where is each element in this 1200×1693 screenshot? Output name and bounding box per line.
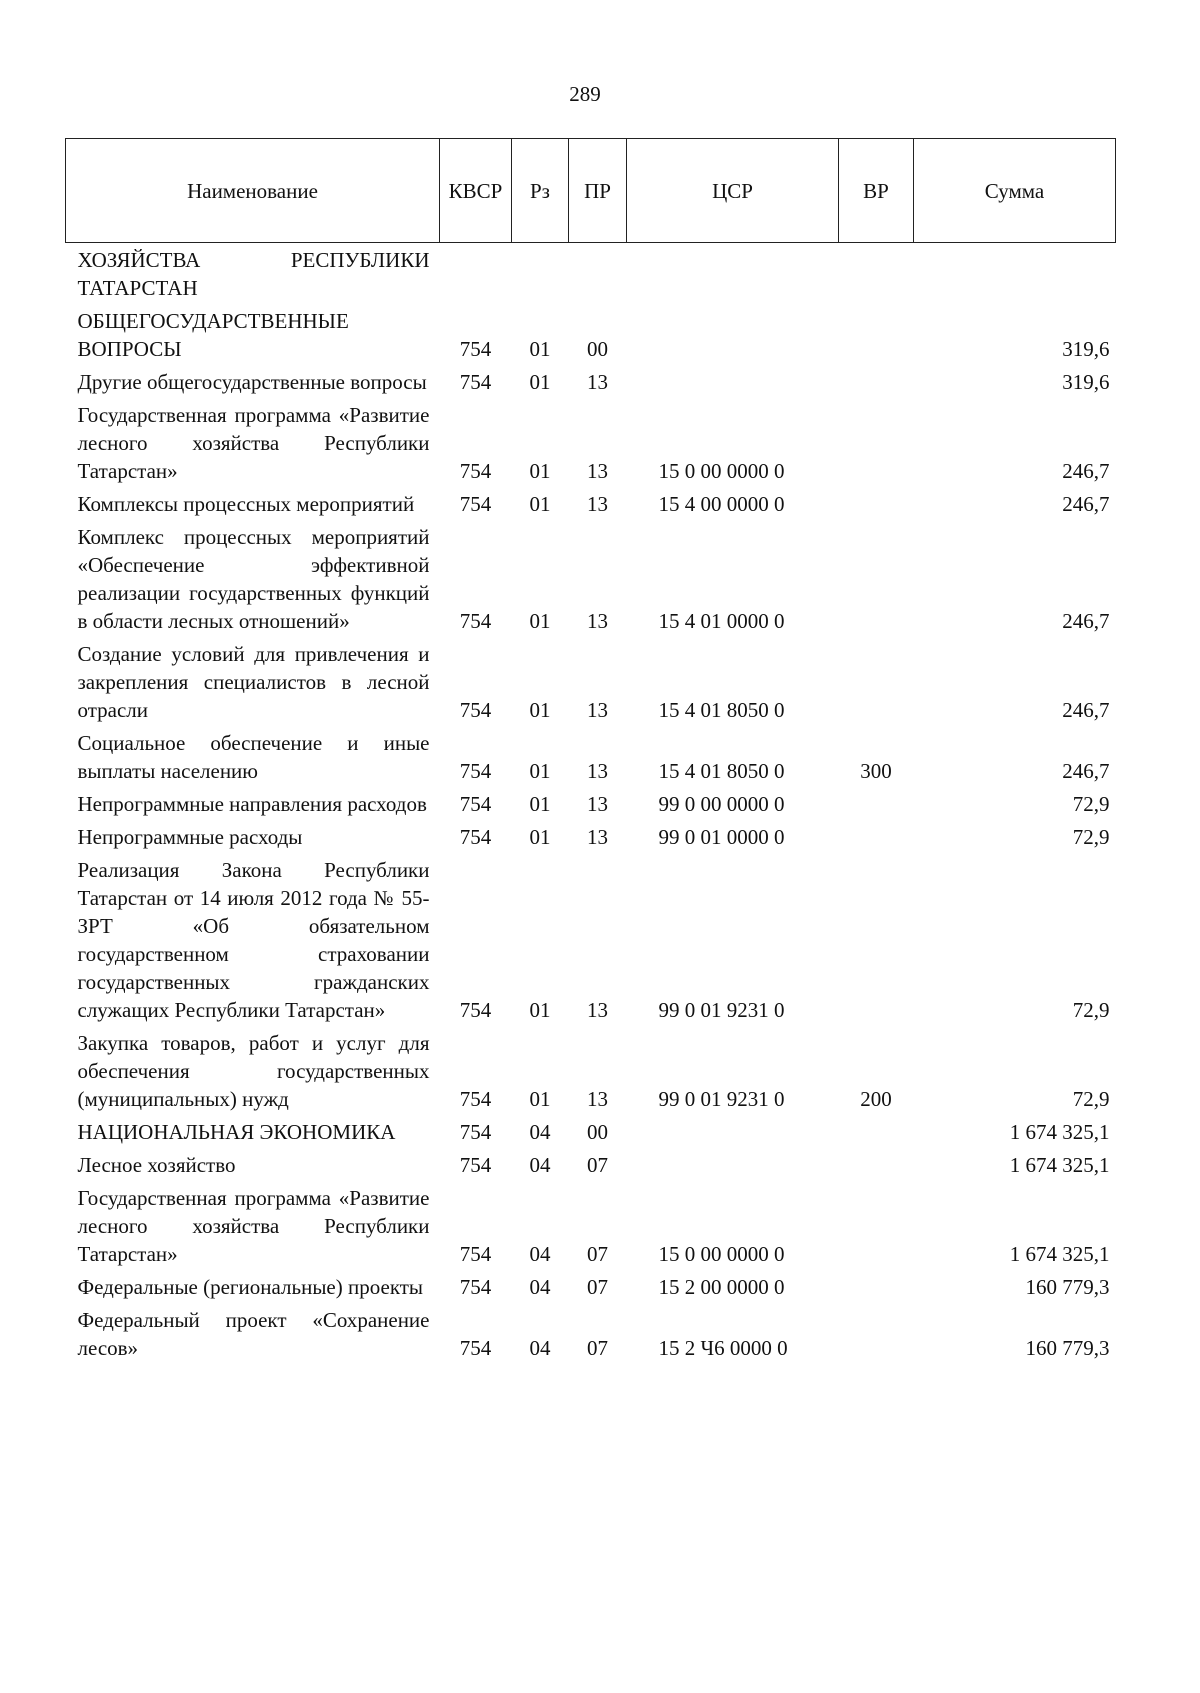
cell-pr: 13 (587, 1087, 608, 1111)
cell-rz: 04 (529, 1120, 551, 1144)
cell-vr (839, 1181, 914, 1270)
cell-kvsr: 754 (459, 1087, 492, 1111)
header-kvsr: КВСР (440, 139, 512, 243)
cell-vr (839, 304, 914, 365)
cell-sum: 160 779,3 (1025, 1275, 1110, 1299)
cell-vr (839, 1148, 914, 1181)
table-row (66, 365, 1116, 398)
cell-kvsr: 754 (459, 492, 492, 516)
cell-pr: 07 (587, 1336, 608, 1360)
cell-sum: 72,9 (1072, 825, 1110, 849)
table-row (66, 487, 1116, 520)
cell-rz: 01 (529, 825, 551, 849)
cell-vr (839, 787, 914, 820)
cell-name: Реализация Закона Республики Татарстан от 14 июля 2012 года № 55-ЗРТ «Об обязательном государственном страховании государственных гражданских служащих Республики Татарстан» (77, 858, 430, 1022)
table-row (66, 1303, 1116, 1364)
cell-name: Государственная программа «Развитие лесного хозяйства Республики Татарстан» (77, 1186, 430, 1266)
header-pr: ПР (569, 139, 627, 243)
table-header (66, 139, 1116, 243)
cell-sum: 72,9 (1072, 998, 1110, 1022)
cell-name: Федеральный проект «Сохранение лесов» (77, 1308, 430, 1360)
cell-name: Другие общегосударственные вопросы (77, 370, 427, 394)
cell-name: Комплекс процессных мероприятий «Обеспечение эффективной реализации государственных функций в области лесных отношений» (77, 525, 430, 633)
cell-name: Лесное хозяйство (77, 1153, 236, 1177)
header-row (66, 139, 1116, 243)
cell-csr (627, 365, 839, 398)
cell-name: НАЦИОНАЛЬНАЯ ЭКОНОМИКА (77, 1120, 396, 1144)
cell-pr: 13 (587, 609, 608, 633)
table-row (66, 398, 1116, 487)
table-row (66, 1115, 1116, 1148)
cell-vr (839, 1270, 914, 1303)
cell-csr: 99 0 01 9231 0 (658, 1087, 785, 1111)
cell-rz: 01 (529, 370, 551, 394)
cell-name: Непрограммные направления расходов (77, 792, 427, 816)
cell-pr: 13 (587, 759, 608, 783)
cell-rz: 01 (529, 698, 551, 722)
cell-csr: 99 0 01 9231 0 (658, 998, 785, 1022)
cell-vr (839, 520, 914, 637)
cell-name: Создание условий для привлечения и закрепления специалистов в лесной отрасли (77, 642, 430, 722)
cell-csr (627, 304, 839, 365)
cell-csr: 15 4 01 8050 0 (658, 759, 785, 783)
cell-vr (839, 243, 914, 305)
cell-sum: 246,7 (1062, 609, 1110, 633)
cell-rz: 01 (529, 609, 551, 633)
cell-sum: 1 674 325,1 (1009, 1153, 1110, 1177)
cell-csr: 15 4 01 8050 0 (658, 698, 785, 722)
table-row (66, 520, 1116, 637)
cell-kvsr: 754 (459, 459, 492, 483)
cell-kvsr: 754 (459, 759, 492, 783)
cell-kvsr: 754 (459, 698, 492, 722)
cell-sum: 1 674 325,1 (1009, 1242, 1110, 1266)
table-row (66, 1026, 1116, 1115)
page-number: 289 (569, 82, 601, 106)
cell-name: Комплексы процессных мероприятий (77, 492, 415, 516)
cell-sum: 246,7 (1062, 492, 1110, 516)
cell-csr (627, 243, 839, 305)
cell-name: ОБЩЕГОСУДАРСТВЕННЫЕ ВОПРОСЫ (77, 309, 349, 361)
cell-pr: 13 (587, 370, 608, 394)
cell-vr (839, 398, 914, 487)
cell-vr (839, 365, 914, 398)
table-row (66, 637, 1116, 726)
cell-kvsr: 754 (459, 1153, 492, 1177)
cell-kvsr: 754 (459, 370, 492, 394)
table-row (66, 820, 1116, 853)
header-csr: ЦСР (627, 139, 839, 243)
cell-csr: 99 0 00 0000 0 (658, 792, 785, 816)
cell-name: ХОЗЯЙСТВА РЕСПУБЛИКИ ТАТАРСТАН (77, 248, 430, 300)
cell-name: Закупка товаров, работ и услуг для обеспечения государственных (муниципальных) нужд (77, 1031, 430, 1111)
cell-name: Государственная программа «Развитие лесного хозяйства Республики Татарстан» (77, 403, 430, 483)
budget-table (65, 138, 1116, 1364)
cell-pr: 13 (587, 492, 608, 516)
cell-sum: 72,9 (1072, 1087, 1110, 1111)
cell-rz: 04 (529, 1242, 551, 1266)
cell-sum: 246,7 (1062, 698, 1110, 722)
cell-pr: 13 (587, 825, 608, 849)
cell-vr (839, 853, 914, 1026)
cell-kvsr: 754 (459, 825, 492, 849)
cell-csr: 15 4 01 0000 0 (658, 609, 785, 633)
header-vr: ВР (839, 139, 914, 243)
cell-csr: 15 2 00 0000 0 (658, 1275, 785, 1299)
cell-vr (839, 1303, 914, 1364)
cell-sum: 72,9 (1072, 792, 1110, 816)
cell-sum: 319,6 (1062, 370, 1110, 394)
cell-kvsr: 754 (459, 1275, 492, 1299)
cell-rz: 01 (529, 792, 551, 816)
table-row (66, 726, 1116, 787)
cell-kvsr (440, 243, 512, 305)
cell-pr: 13 (587, 698, 608, 722)
table-row (66, 1270, 1116, 1303)
cell-vr (839, 637, 914, 726)
cell-sum (914, 243, 1116, 305)
cell-csr: 15 0 00 0000 0 (658, 1242, 785, 1266)
cell-pr: 13 (587, 792, 608, 816)
table-row (66, 787, 1116, 820)
cell-rz: 01 (529, 492, 551, 516)
header-rz: Рз (512, 139, 569, 243)
cell-csr: 15 0 00 0000 0 (658, 459, 785, 483)
table-row (66, 304, 1116, 365)
cell-pr: 07 (587, 1242, 608, 1266)
cell-pr: 07 (587, 1153, 608, 1177)
cell-kvsr: 754 (459, 1242, 492, 1266)
cell-vr: 200 (860, 1087, 892, 1111)
cell-rz: 04 (529, 1153, 551, 1177)
cell-vr (839, 487, 914, 520)
cell-rz: 01 (529, 998, 551, 1022)
cell-vr: 300 (860, 759, 892, 783)
cell-rz: 01 (529, 459, 551, 483)
cell-sum: 319,6 (1062, 337, 1110, 361)
header-name: Наименование (66, 139, 440, 243)
cell-sum: 160 779,3 (1025, 1336, 1110, 1360)
cell-sum: 246,7 (1062, 459, 1110, 483)
cell-csr: 15 4 00 0000 0 (658, 492, 785, 516)
cell-kvsr: 754 (459, 337, 492, 361)
cell-pr: 13 (587, 459, 608, 483)
table-row (66, 243, 1116, 305)
cell-pr: 13 (587, 998, 608, 1022)
cell-vr (839, 1115, 914, 1148)
cell-kvsr: 754 (459, 609, 492, 633)
cell-kvsr: 754 (459, 792, 492, 816)
cell-kvsr: 754 (459, 1120, 492, 1144)
table-body (66, 243, 1116, 1365)
table-row (66, 1181, 1116, 1270)
cell-csr (627, 1148, 839, 1181)
cell-rz: 01 (529, 759, 551, 783)
cell-name: Федеральные (региональные) проекты (77, 1275, 424, 1299)
table-row (66, 1148, 1116, 1181)
cell-kvsr: 754 (459, 998, 492, 1022)
cell-pr (569, 243, 627, 305)
header-sum: Сумма (914, 139, 1116, 243)
cell-rz (512, 243, 569, 305)
cell-csr: 99 0 01 0000 0 (658, 825, 785, 849)
cell-sum: 246,7 (1062, 759, 1110, 783)
table-row (66, 853, 1116, 1026)
cell-rz: 04 (529, 1336, 551, 1360)
cell-pr: 07 (587, 1275, 608, 1299)
cell-name: Социальное обеспечение и иные выплаты населению (77, 731, 430, 783)
cell-vr (839, 820, 914, 853)
cell-sum: 1 674 325,1 (1009, 1120, 1110, 1144)
cell-rz: 04 (529, 1275, 551, 1299)
cell-pr: 00 (587, 1120, 608, 1144)
cell-rz: 01 (529, 337, 551, 361)
cell-csr: 15 2 Ч6 0000 0 (658, 1336, 788, 1360)
cell-pr: 00 (587, 337, 608, 361)
cell-kvsr: 754 (459, 1336, 492, 1360)
cell-csr (627, 1115, 839, 1148)
cell-name: Непрограммные расходы (77, 825, 303, 849)
cell-rz: 01 (529, 1087, 551, 1111)
